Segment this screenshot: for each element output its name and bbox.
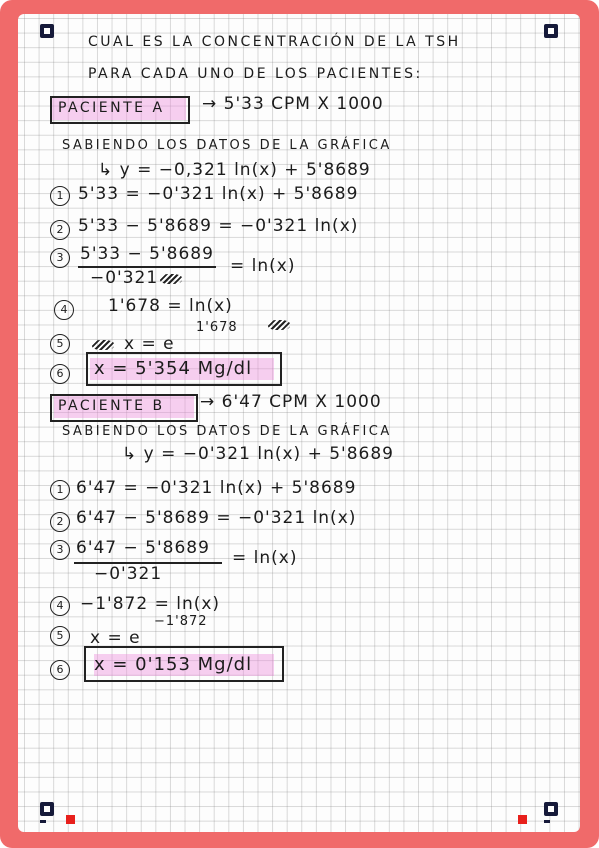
patient-a-label: PACIENTE A <box>58 100 165 116</box>
patient-b-data-line: SABIENDO LOS DATOS DE LA GRÁFICA <box>62 424 392 439</box>
step-a3-rhs: = ln(x) <box>230 256 296 276</box>
step-b4: −1'872 = ln(x) <box>80 594 221 614</box>
scribble-icon <box>268 320 290 330</box>
step-a5-base: x = e <box>124 334 175 354</box>
step-b1: 6'47 = −0'321 ln(x) + 5'8689 <box>76 478 357 498</box>
result-b: x = 0'153 Mg/dl <box>94 654 253 675</box>
step-b3-numerator: 6'47 − 5'8689 <box>76 538 210 558</box>
step-number-a5: 5 <box>50 334 70 354</box>
step-number-b3: 3 <box>50 540 70 560</box>
step-number-b4: 4 <box>50 596 70 616</box>
corner-marker-icon <box>544 802 558 816</box>
corner-marker-icon <box>40 802 54 816</box>
step-number-b2: 2 <box>50 512 70 532</box>
step-number-a4: 4 <box>54 300 74 320</box>
corner-dot-icon <box>66 815 75 824</box>
step-b3-rhs: = ln(x) <box>232 548 298 568</box>
patient-a-data-line: SABIENDO LOS DATOS DE LA GRÁFICA <box>62 138 392 153</box>
step-a3-numerator: 5'33 − 5'8689 <box>80 244 214 264</box>
step-number-a1: 1 <box>50 186 70 206</box>
step-number-a2: 2 <box>50 220 70 240</box>
step-number-a3: 3 <box>50 248 70 268</box>
step-a2: 5'33 − 5'8689 = −0'321 ln(x) <box>78 216 359 236</box>
step-a1: 5'33 = −0'321 ln(x) + 5'8689 <box>78 184 359 204</box>
corner-marker-icon <box>544 24 558 38</box>
corner-marker-icon <box>40 24 54 38</box>
question-title-line1: CUAL ES LA CONCENTRACIÓN DE LA TSH <box>88 34 461 50</box>
step-b2: 6'47 − 5'8689 = −0'321 ln(x) <box>76 508 357 528</box>
scribble-icon <box>92 340 114 350</box>
step-number-b6: 6 <box>50 660 70 680</box>
patient-a-formula: ↳ y = −0,321 ln(x) + 5'8689 <box>98 160 371 180</box>
step-b3-denominator: −0'321 <box>94 564 163 584</box>
notebook-sheet <box>18 14 580 832</box>
step-a3-denominator: −0'321 <box>90 268 159 288</box>
step-number-b1: 1 <box>50 480 70 500</box>
corner-dot-icon <box>518 815 527 824</box>
question-title-line2: PARA CADA UNO DE LOS PACIENTES: <box>88 66 423 82</box>
step-b5-base: x = e <box>90 628 141 648</box>
step-a5-exponent: 1'678 <box>196 320 238 335</box>
step-b5-exponent: −1'872 <box>154 614 208 629</box>
patient-b-value: → 6'47 CPM X 1000 <box>200 392 382 412</box>
result-a: x = 5'354 Mg/dl <box>94 358 253 379</box>
patient-a-value: → 5'33 CPM X 1000 <box>202 94 384 114</box>
step-number-b5: 5 <box>50 626 70 646</box>
patient-b-formula: ↳ y = −0'321 ln(x) + 5'8689 <box>122 444 394 464</box>
step-number-a6: 6 <box>50 364 70 384</box>
scribble-icon <box>160 274 182 284</box>
corner-tick-icon <box>544 820 550 823</box>
corner-tick-icon <box>40 820 46 823</box>
step-a4: 1'678 = ln(x) <box>108 296 233 316</box>
patient-b-label: PACIENTE B <box>58 398 165 414</box>
